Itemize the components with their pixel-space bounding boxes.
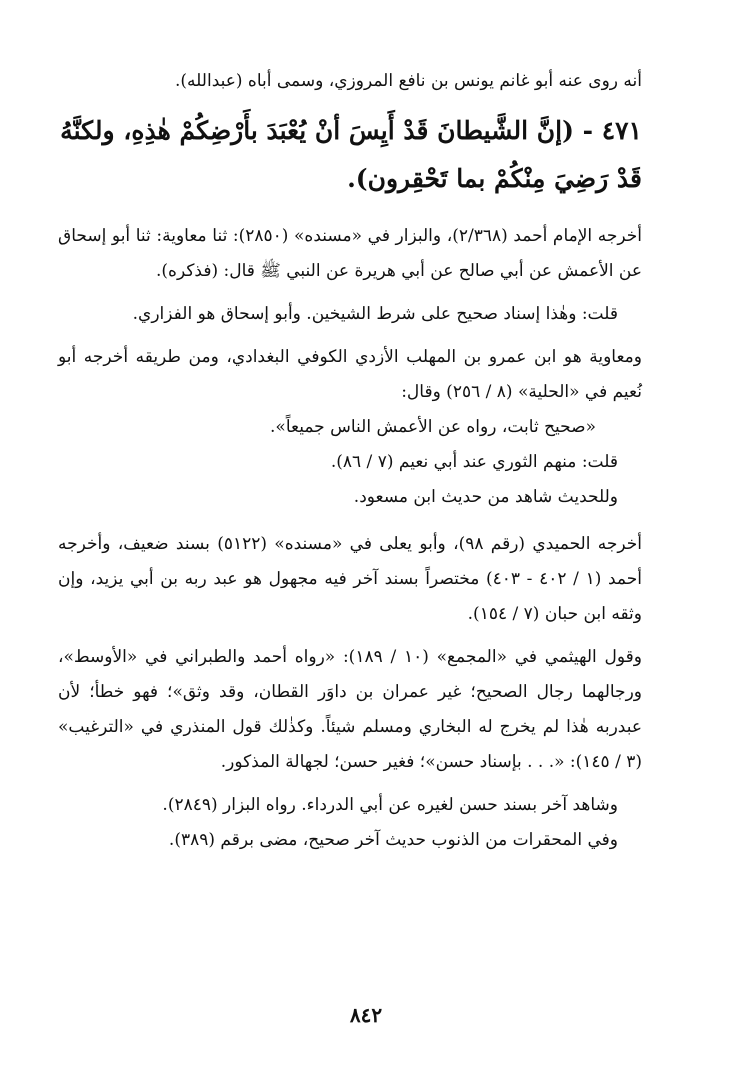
haythami-critique: وقول الهيثمي في «المجمع» (١٠ / ١٨٩): «رواه أحمد والطبراني في «الأوسط»، ورجالهما رجال الصحيح؛ غير عمران بن داوَر القطان، وقد وثق»؛ فهو خطأ؛ لأن عبدربه هٰذا لم يخرج له البخاري ومسلم شيئاً. وكذٰلك قول المنذري في «الترغيب» (٣ / ١٤٥): «. . . بإسناد حسن»؛ فغير حسن؛ لجهالة المذكور. xyxy=(58,647,642,772)
qultu-isnad: قلت: وهٰذا إسناد صحيح على شرط الشيخين. وأبو إسحاق هو الفزاري. xyxy=(132,304,618,324)
page-number: ٨٤٢ xyxy=(349,1003,383,1027)
takhrij-ahmad-bazzar: أخرجه الإمام أحمد (٢/٣٦٨)، والبزار في «مسنده» (٢٨٥٠): ثنا معاوية: ثنا أبو إسحاق عن الأعمش عن أبي صالح عن أبي هريرة عن النبي ﷺ قال: (فذكره). xyxy=(58,226,642,281)
muawiya-note: ومعاوية هو ابن عمرو بن المهلب الأزدي الكوفي البغدادي، ومن طريقه أخرجه أبو نُعيم في «الحلية» (٨ / ٢٥٦) وقال: xyxy=(58,347,642,402)
shahid-ibn-masud: وللحديث شاهد من حديث ابن مسعود. xyxy=(353,487,618,507)
hadith-text: ٤٧١ - (إنَّ الشَّيطانَ قَدْ أَيِسَ أنْ يُعْبَدَ بأَرْضِكُمْ هٰذِهِ، ولكنَّهُ قَدْ رَضِيَ مِنْكُمْ بما تَحْقِرون). xyxy=(60,116,642,193)
qultu-thawri: قلت: منهم الثوري عند أبي نعيم (٧ / ٨٦). xyxy=(330,452,618,472)
takhrij-humaydi: أخرجه الحميدي (رقم ٩٨)، وأبو يعلى في «مسنده» (٥١٢٢) بسند ضعيف، وأخرجه أحمد (١ / ٤٠٢ - ٤٠٣) مختصراً بسند آخر فيه مجهول هو عبد ربه بن أبي يزيد، وإن وثقه ابن حبان (٧ / ١٥٤). xyxy=(58,534,642,624)
shahid-abu-darda: وشاهد آخر بسند حسن لغيره عن أبي الدرداء. رواه البزار (٢٨٤٩). xyxy=(162,795,618,815)
page-body xyxy=(58,64,642,858)
intro-line: أنه روى عنه أبو غانم يونس بن نافع المروزي، وسمى أباه (عبدالله). xyxy=(175,71,642,91)
muhaqqarat-note: وفي المحقرات من الذنوب حديث آخر صحيح، مضى برقم (٣٨٩). xyxy=(168,830,618,850)
abu-nuaim-quote: «صحيح ثابت، رواه عن الأعمش الناس جميعاً». xyxy=(270,417,596,437)
